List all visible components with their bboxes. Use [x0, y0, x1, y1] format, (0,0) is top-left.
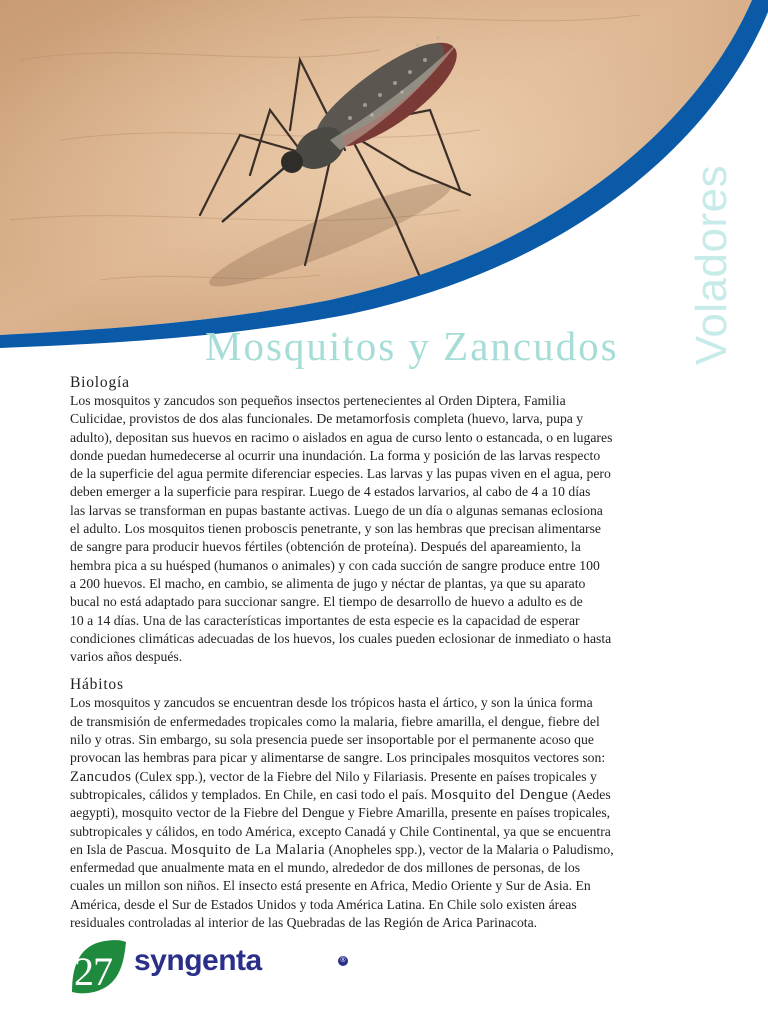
text-line: adulto), depositan sus huevos en racimo o aislados en agua de curso lento o estancada, o en lugares [70, 429, 613, 445]
dengue-term: Mosquito del Dengue [430, 786, 569, 803]
section-label: Voladores [687, 164, 736, 366]
text-line: donde puedan humedecerse al ocurrir una inundación. La forma y posición de las larvas respecto [70, 447, 601, 463]
page-number-badge [70, 938, 128, 994]
text-line: Los mosquitos y zancudos son pequeños insectos pertenecientes al Orden Diptera, Familia [70, 393, 566, 408]
text-line: Culicidae, provistos de dos alas funcionales. De metamorfosis completa (huevo, larva, pupa y [70, 411, 584, 427]
text-line: 10 a 14 días. Una de las características importantes de esta especie es la capacidad de esperar [70, 612, 580, 628]
text-line [70, 786, 728, 804]
text-line: enfermedad que anualmente mata en el mundo, alrededor de dos millones de personas, de los [70, 860, 581, 876]
text-line: deben emerger a la superficie para respirar. Luego de 4 estados larvarios, al cabo de 4 a 10 días [70, 484, 591, 500]
text-line: de la superficie del agua permite diferenciar especies. Las larvas y las pupas viven en el agua, pero [70, 466, 611, 482]
text-line: de sangre para producir huevos fértiles (obtención de proteína). Después del apareamiento, la [70, 539, 581, 555]
registered-mark: ® [338, 956, 348, 966]
text-line: las larvas se transforman en pupas bastante activas. Luego de un día o algunas semanas eclosiona [70, 502, 603, 518]
malaria-term: Mosquito de La Malaria [170, 841, 326, 858]
text-line: provocan las hembras para picar y alimentarse de sangre. Los principales mosquitos vectores son: [70, 750, 606, 766]
text-line: América, desde el Sur de Estados Unidos y toda América Latina. En Chile solo existen áreas [70, 896, 577, 912]
page-number: 27 [74, 949, 112, 994]
page-footer [70, 938, 390, 998]
text-line: el adulto. Los mosquitos tienen proboscis penetrante, y son las hembras que precisan alimentarse [70, 521, 602, 537]
hero-photo [0, 0, 768, 360]
text-line: varios años después. [70, 649, 183, 665]
zancudos-term: Zancudos [70, 768, 132, 785]
page-title: Mosquitos y Zancudos [205, 323, 619, 369]
text-line [70, 841, 728, 859]
text-line: bucal no está adaptado para succionar sangre. El tiempo de desarrollo de huevo a adulto es de [70, 594, 583, 610]
text-line: condiciones climáticas adecuadas de los huevos, los cuales pueden eclosionar de inmediato o hasta [70, 630, 612, 646]
text-line: residuales controladas al interior de las Quebradas de las Región de Arica Parinacota. [70, 915, 538, 931]
text-segment: en Isla de Pascua. [70, 841, 171, 857]
malaria-description: (Anopheles spp.), vector de la Malaria o Paludismo, [325, 841, 614, 857]
text-line [70, 768, 728, 786]
text-line: subtropicales y cálidos, en todo América, excepto Canadá y Chile Continental, ya que se encuentra [70, 823, 611, 839]
text-line: de transmisión de enfermedades tropicales como la malaria, fiebre amarilla, el dengue, fiebre del [70, 713, 600, 729]
article-body [70, 374, 728, 932]
text-line: Los mosquitos y zancudos se encuentran desde los trópicos hasta el ártico, y son la única forma [70, 695, 593, 711]
text-segment: subtropicales, cálidos y templados. En Chile, en casi todo el país. [70, 786, 431, 802]
biologia-paragraph [70, 392, 728, 666]
biologia-heading: Biología [70, 374, 130, 391]
zancudos-description: (Culex spp.), vector de la Fiebre del Nilo y Filariasis. Presente en países tropicales y [131, 768, 597, 784]
syngenta-logo: syngenta [134, 944, 262, 977]
text-line: hembra pica a su huésped (humanos o animales) y con cada succión de sangre produce entre 100 [70, 557, 600, 573]
habitos-paragraph [70, 694, 728, 932]
text-line: cuales un millon son niños. El insecto está presente en Africa, Medio Oriente y Sur de Asia. En [70, 878, 591, 894]
habitos-heading: Hábitos [70, 676, 124, 694]
text-line: a 200 huevos. El macho, en cambio, se alimenta de jugo y néctar de plantas, ya que su aparato [70, 575, 586, 591]
mosquito-photo-icon [0, 0, 768, 360]
dengue-description: (Aedes [568, 786, 611, 802]
text-line: aegypti), mosquito vector de la Fiebre del Dengue y Fiebre Amarilla, presente en países tropicales, [70, 805, 611, 821]
text-line: nilo y otras. Sin embargo, su sola presencia puede ser insoportable por el permanente acoso que [70, 732, 594, 748]
